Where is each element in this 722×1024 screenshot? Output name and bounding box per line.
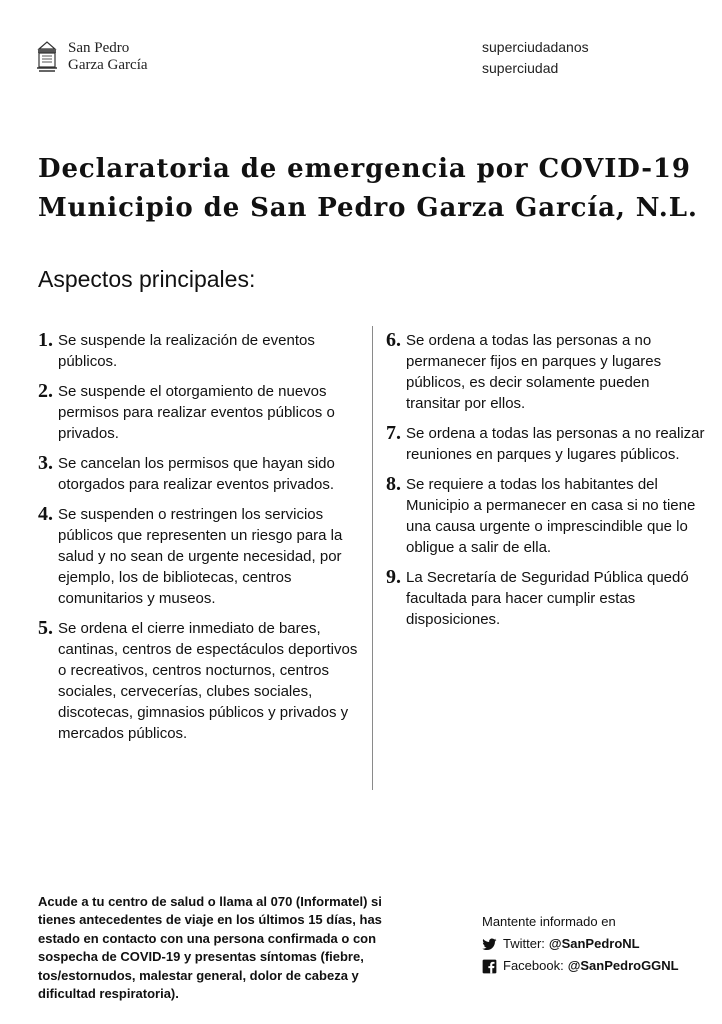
list-item — [386, 567, 706, 630]
facebook-handle: @SanPedroGGNL — [567, 958, 679, 973]
tag-superciudad: superciudad — [482, 60, 559, 76]
list-item — [38, 618, 368, 744]
column-divider — [372, 326, 373, 790]
item-number: 7. — [386, 422, 401, 444]
title-line-1: Declaratoria de emergencia por COVID-19 — [38, 154, 691, 184]
list-item — [386, 330, 706, 414]
item-text: Se suspende la realización de eventos públicos. — [58, 332, 315, 370]
list-item — [38, 504, 368, 609]
twitter-bird-icon — [482, 937, 497, 952]
item-number: 8. — [386, 473, 401, 495]
stay-informed-label: Mantente informado en — [482, 914, 616, 929]
list-item — [38, 453, 368, 495]
title-line-2: Municipio de San Pedro Garza García, N.L. — [38, 193, 698, 223]
list-item — [386, 474, 706, 558]
item-text: Se suspende el otorgamiento de nuevos permisos para realizar eventos públicos o privados. — [58, 383, 335, 442]
hashtags — [482, 37, 589, 79]
item-number: 2. — [38, 380, 53, 402]
item-text: Se requiere a todas los habitantes del Municipio a permanecer en casa si no tiene una causa urgente o imprescindible que lo obligue a salir de ella. — [406, 476, 696, 556]
twitter-link[interactable] — [482, 933, 679, 955]
logo-line-2: Garza García — [68, 57, 148, 73]
item-text: La Secretaría de Seguridad Pública quedó facultada para hacer cumplir estas disposiciones. — [406, 569, 689, 628]
list-item — [386, 423, 706, 465]
municipality-logo — [36, 40, 148, 74]
item-text: Se ordena el cierre inmediato de bares, cantinas, centros de espectáculos deportivos o recreativos, centros nocturnos, centros sociales, cervecerías, clubes sociales, discotecas, gimnasios públicos y privados y mercados públicos. — [58, 620, 358, 742]
facebook-icon — [482, 959, 497, 974]
item-number: 3. — [38, 452, 53, 474]
item-number: 6. — [386, 329, 401, 351]
tag-superciudadanos: superciudadanos — [482, 39, 589, 55]
social-links — [482, 911, 679, 977]
list-item — [38, 381, 368, 444]
item-number: 5. — [38, 617, 53, 639]
item-number: 4. — [38, 503, 53, 525]
list-item — [38, 330, 368, 372]
health-notice: Acude a tu centro de salud o llama al 070 (Informatel) si tienes antecedentes de viaje en los últimos 15 días, has estado en contacto con una persona confirmada o con sospecha de COVID-19 y presentas síntomas (fiebre, tos/estornudos, malestar general, dolor de cabeza y dificultad respiratoria). — [38, 894, 382, 1002]
item-text: Se ordena a todas las personas a no permanecer fijos en parques y lugares públicos, es decir solamente pueden transitar por ellos. — [406, 332, 662, 412]
item-text: Se suspenden o restringen los servicios públicos que representen un riesgo para la salud y no sean de urgente necesidad, por ejemplo, los de bibliotecas, centros comunitarios y museos. — [58, 506, 343, 607]
logo-line-1: San Pedro — [68, 40, 130, 56]
coat-of-arms-icon — [36, 40, 58, 74]
twitter-label: Twitter: — [503, 936, 545, 951]
facebook-link[interactable] — [482, 955, 679, 977]
section-heading: Aspectos principales: — [38, 266, 256, 292]
twitter-handle: @SanPedroNL — [548, 936, 640, 951]
document-title — [38, 150, 698, 228]
item-number: 9. — [386, 566, 401, 588]
aspects-list-left — [38, 330, 368, 753]
item-text: Se cancelan los permisos que hayan sido otorgados para realizar eventos privados. — [58, 455, 335, 493]
aspects-list-right — [386, 330, 706, 639]
item-number: 1. — [38, 329, 53, 351]
facebook-label: Facebook: — [503, 958, 564, 973]
item-text: Se ordena a todas las personas a no realizar reuniones en parques y lugares públicos. — [406, 425, 705, 463]
